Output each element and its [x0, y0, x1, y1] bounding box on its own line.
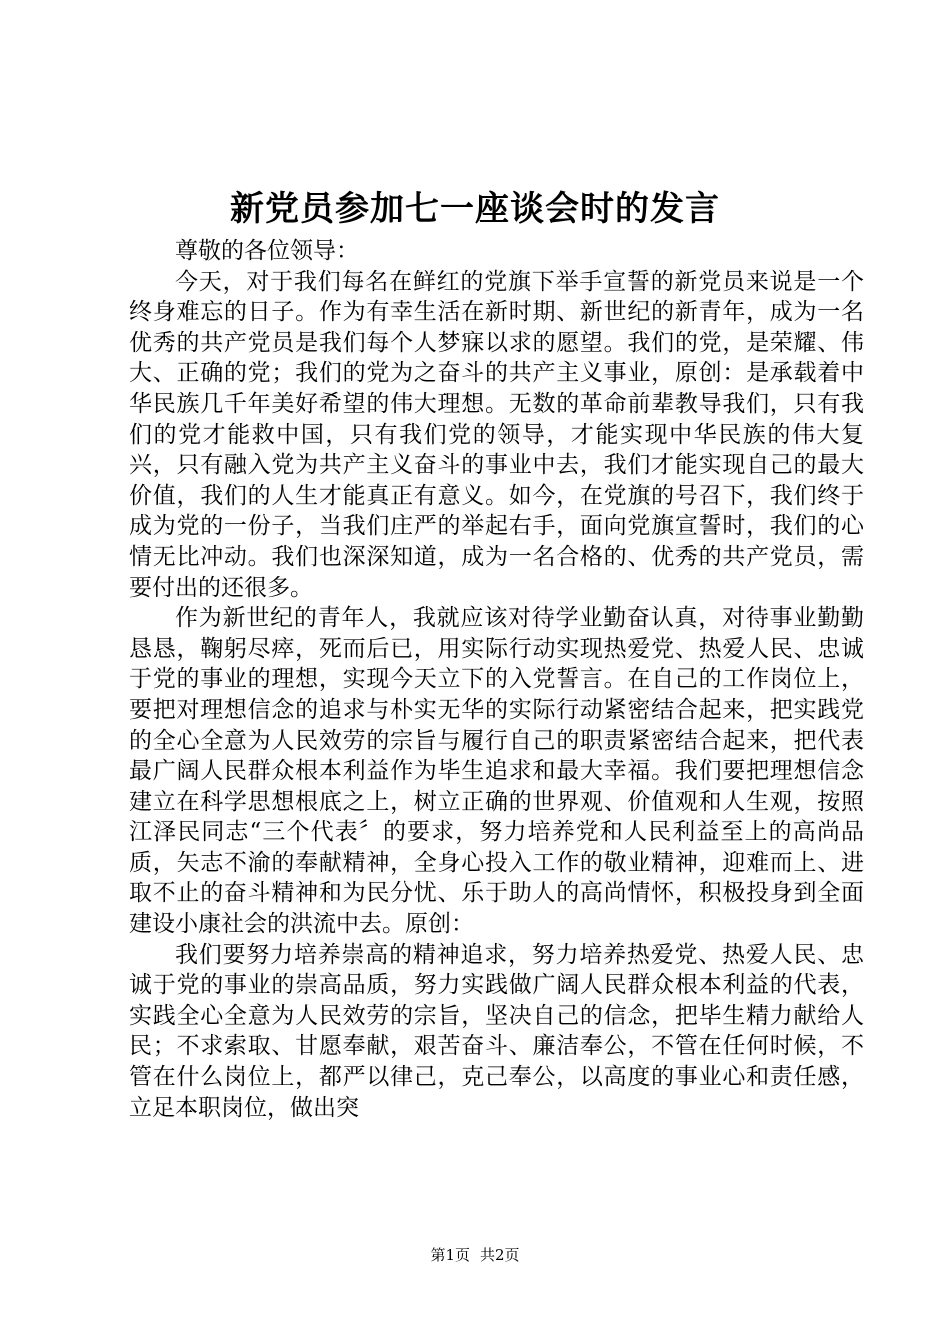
body-paragraph: 我们要努力培养崇高的精神追求，努力培养热爱党、热爱人民、忠诚于党的事业的崇高品质，努力实践做广阔人民群众根本利益的代表，实践全心全意为人民效劳的宗旨，坚决自己的信念，把毕生精力献给人民；不求索取、甘愿奉献，艰苦奋斗、廉洁奉公，不管在任何时候，不管在什么岗位上，都严以律己，克己奉公，以高度的事业心和责任感，立足本职岗位，做出突: [129, 941, 864, 1121]
body-paragraph: 今天，对于我们每名在鲜红的党旗下举手宣誓的新党员来说是一个终身难忘的日子。作为有幸生活在新时期、新世纪的新青年，成为一名优秀的共产党员是我们每个人梦寐以求的愿望。我们的党，是荣耀、伟大、正确的党；我们的党为之奋斗的共产主义事业，原创：是承载着中华民族几千年美好希望的伟大理想。无数的革命前辈教导我们，只有我们的党才能救中国，只有我们党的领导，才能实现中华民族的伟大复兴，只有融入党为共产主义奋斗的事业中去，我们才能实现自己的最大价值，我们的人生才能真正有意义。如今，在党旗的号召下，我们终于成为党的一份子，当我们庄严的举起右手，面向党旗宣誓时，我们的心情无比冲动。我们也深深知道，成为一名合格的、优秀的共产党员，需要付出的还很多。: [129, 268, 864, 601]
document-body: [129, 236, 864, 1123]
page-number: 第1页: [430, 1246, 470, 1264]
page-footer: [0, 1245, 950, 1265]
page-total: 共2页: [480, 1246, 520, 1264]
body-paragraph: 作为新世纪的青年人，我就应该对待学业勤奋认真，对待事业勤勤恳恳，鞠躬尽瘁，死而后已，用实际行动实现热爱党、热爱人民、忠诚于党的事业的理想，实现今天立下的入党誓言。在自己的工作岗位上，要把对理想信念的追求与朴实无华的实际行动紧密结合起来，把实践党的全心全意为人民效劳的宗旨与履行自己的职责紧密结合起来，把代表最广阔人民群众根本利益作为毕生追求和最大幸福。我们要把理想信念建立在科学思想根底之上，树立正确的世界观、价值观和人生观，按照江泽民同志“三个代表〞的要求，努力培养党和人民利益至上的高尚品质，矢志不渝的奉献精神，全身心投入工作的敬业精神，迎难而上、进取不止的奋斗精神和为民分忧、乐于助人的高尚情怀，积极投身到全面建设小康社会的洪流中去。原创：: [129, 605, 864, 938]
document-title: 新党员参加七一座谈会时的发言: [230, 189, 720, 229]
salutation-paragraph: 尊敬的各位领导：: [175, 238, 359, 264]
